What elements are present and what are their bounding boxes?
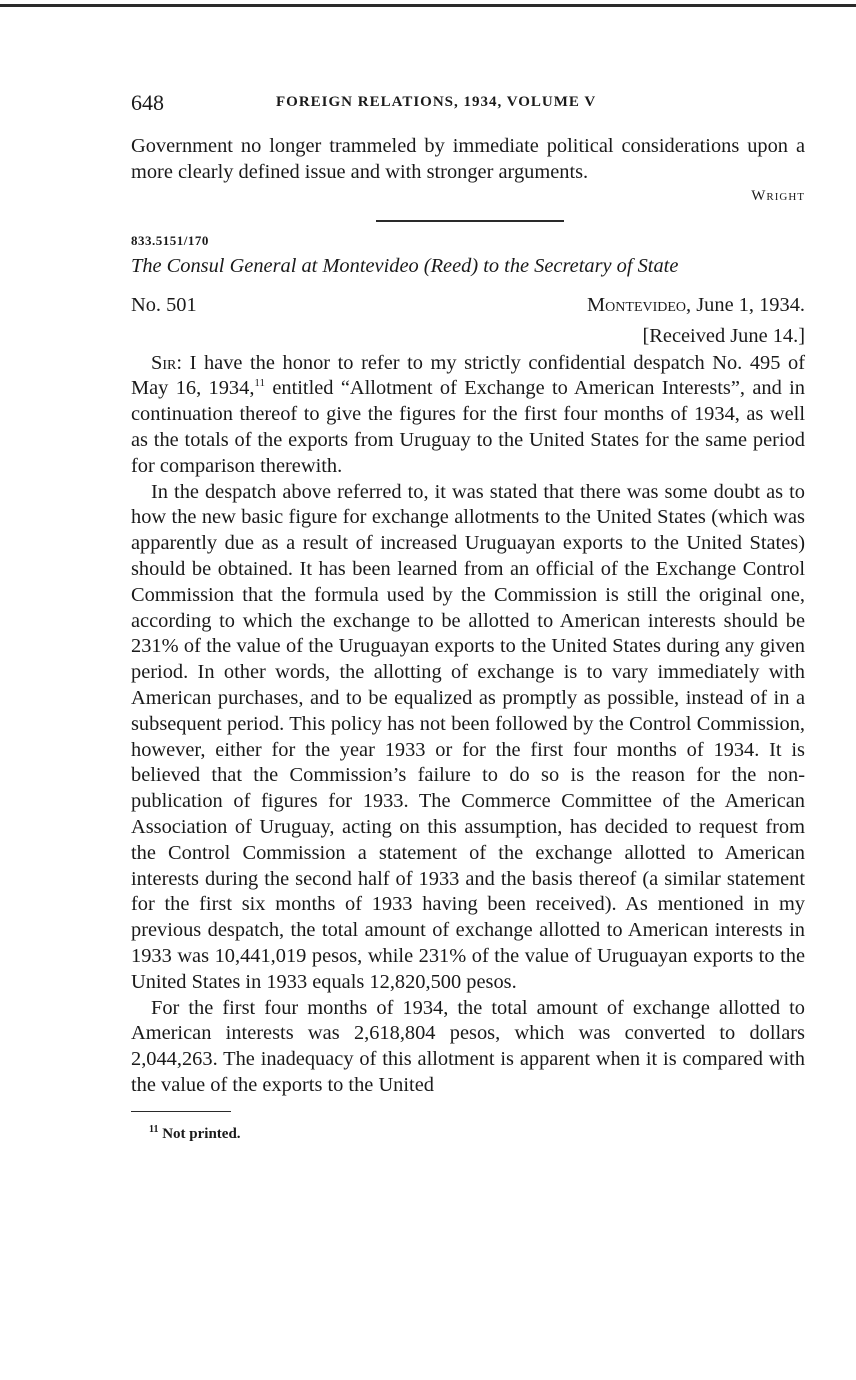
carryover-paragraph: Government no longer trammeled by immediate political considerations upon a more clearly defined issue and with stronger arguments. [131, 135, 805, 183]
paragraph-2: In the despatch above referred to, it was stated that there was some doubt as to how the new basic figure for exchange allotments to the United States (which was apparently due as a result of increased Uruguayan exports to the United States) should be obtained. It has been learned from an official of the Exchange Control Commission that the formula used by the Commission is still the original one, according to which the exchange to be allotted to American interests should be 231% of the value of the Uruguayan exports to the United States during any given period. In other words, the allotting of exchange is to vary immediately with American purchases, and to be equalized as promptly as possible, instead of in a subsequent period. This policy has not been followed by the Control Commission, however, either for the year 1933 or for the first four months of 1934. It is believed that the Commission’s failure to do so is the reason for the non-publication of figures for 1933. The Commerce Committee of the American Association of Uruguay, acting on this assumption, has decided to request from the Control Commission a statement of the exchange allotted to American interests during the second half of 1933 and the basis thereof (a similar statement for the first six months of 1933 having been received). As mentioned in my previous despatch, the total amount of exchange allotted to American interests in 1933 was 10,441,019 pesos, while 231% of the value of Uruguayan exports to the United States in 1933 equals 12,820,500 pesos. [131, 480, 805, 993]
footnote-number: 11 [149, 1123, 159, 1135]
letter-body [131, 351, 805, 1099]
footnote [149, 1123, 805, 1143]
footnote-reference[interactable]: 11 [254, 377, 266, 390]
running-title: FOREIGN RELATIONS, 1934, VOLUME V [276, 94, 597, 110]
date: , June 1, 1934. [686, 293, 805, 316]
document-heading: The Consul General at Montevideo (Reed) to the Secretary of State [131, 254, 679, 277]
signature: Wright [751, 187, 805, 204]
despatch-number: No. 501 [131, 293, 197, 316]
paragraph-3: For the first four months of 1934, the total amount of exchange allotted to American interests was 2,618,804 pesos, which was converted to dollars 2,044,263. The inadequacy of this allotment is apparent when it is compared with the value of the exports to the United [131, 996, 805, 1096]
paragraph-1 [131, 351, 805, 480]
salutation: Sir [151, 351, 177, 374]
section-separator [376, 220, 564, 222]
place: Montevideo [587, 293, 687, 316]
running-head [131, 90, 805, 124]
received-date: [Received June 14.] [642, 324, 805, 347]
footnote-text: Not printed. [158, 1125, 241, 1142]
footnote-rule [131, 1111, 231, 1112]
paragraph-1-part-1: : I have the honor to refer to my strictly confidential despatch No. 495 of May 16, 1934, [131, 351, 805, 400]
top-page-rule [0, 4, 856, 7]
paragraph-1-part-2: entitled “Allotment of Exchange to American Interests”, and in continuation thereof to give the figures for the first four months of 1934, as well as the totals of the exports from Uruguay to the United States for the same period for comparison therewith. [131, 377, 805, 477]
file-number: 833.5151/170 [131, 232, 209, 248]
page-number: 648 [131, 90, 164, 115]
carryover-block [131, 134, 805, 186]
place-date [587, 294, 805, 317]
book-page [131, 90, 805, 1143]
despatch-meta [131, 294, 805, 320]
